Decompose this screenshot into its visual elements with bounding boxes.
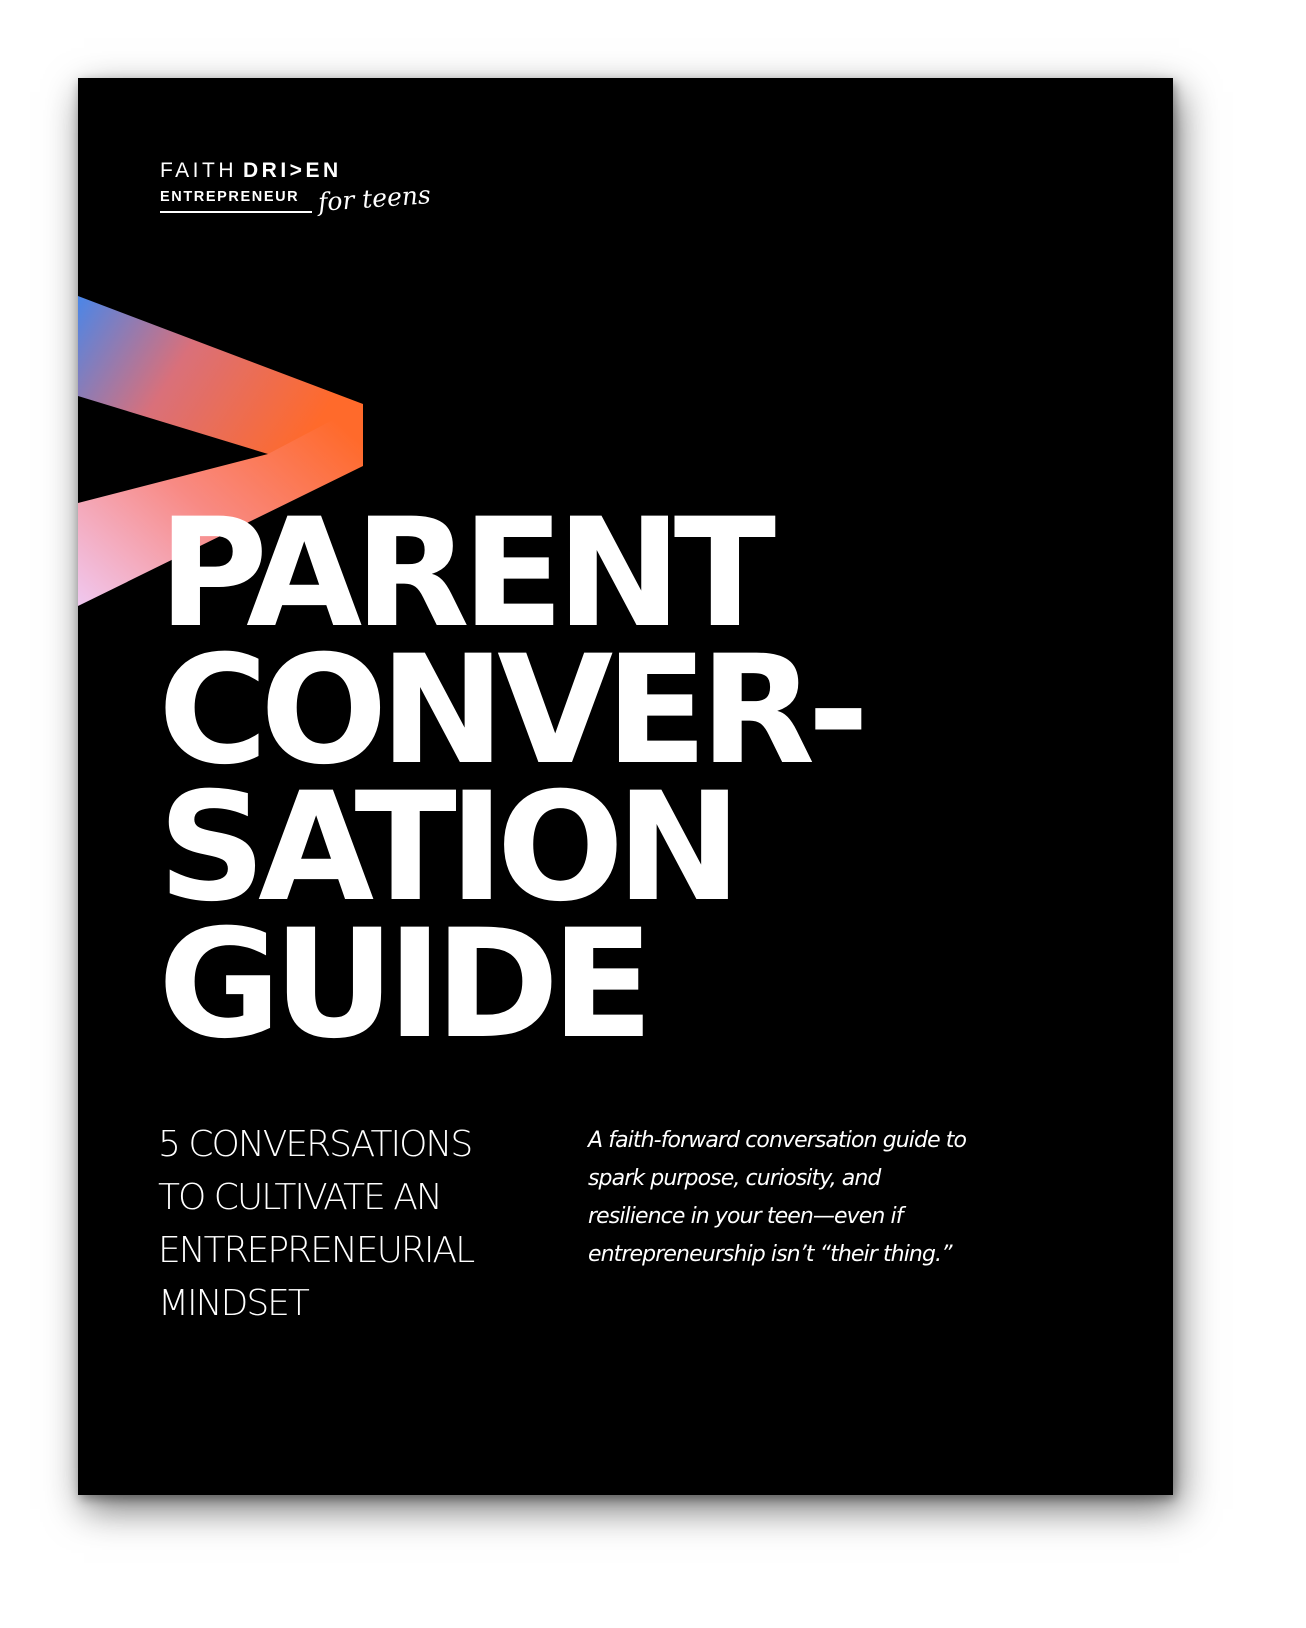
guide-description [588, 1122, 1048, 1274]
subtitle-line-3: ENTREPRENEURIAL [158, 1230, 474, 1271]
title-line-4: GUIDE [158, 898, 646, 1072]
guide-cover [78, 78, 1173, 1495]
logo-driven-text: DRI>EN [243, 159, 342, 182]
subtitle-line-1: 5 CONVERSATIONS [158, 1124, 472, 1165]
title-line-2: CONVER- [158, 624, 862, 798]
description-line-2: spark purpose, curiosity, and [588, 1166, 881, 1191]
guide-title [158, 487, 862, 1072]
logo-faith-text: FAITH [160, 159, 238, 182]
guide-subtitle [158, 1118, 558, 1330]
subtitle-line-2: TO CULTIVATE AN [158, 1177, 441, 1218]
title-line-1: PARENT [158, 487, 769, 661]
subtitle-line-4: MINDSET [158, 1283, 308, 1324]
description-line-1: A faith-forward conversation guide to [588, 1128, 967, 1153]
logo-entrepreneur-text: ENTREPRENEUR [160, 189, 300, 205]
logo-top-line [160, 158, 342, 184]
faith-driven-entrepreneur-logo [160, 158, 460, 233]
description-line-3: resilience in your teen—even if [588, 1204, 903, 1229]
logo-underline [160, 211, 312, 213]
title-line-3: SATION [158, 761, 734, 935]
logo-for-teens-script: for teens [317, 180, 432, 217]
description-line-4: entrepreneurship isn’t “their thing.” [588, 1242, 952, 1267]
